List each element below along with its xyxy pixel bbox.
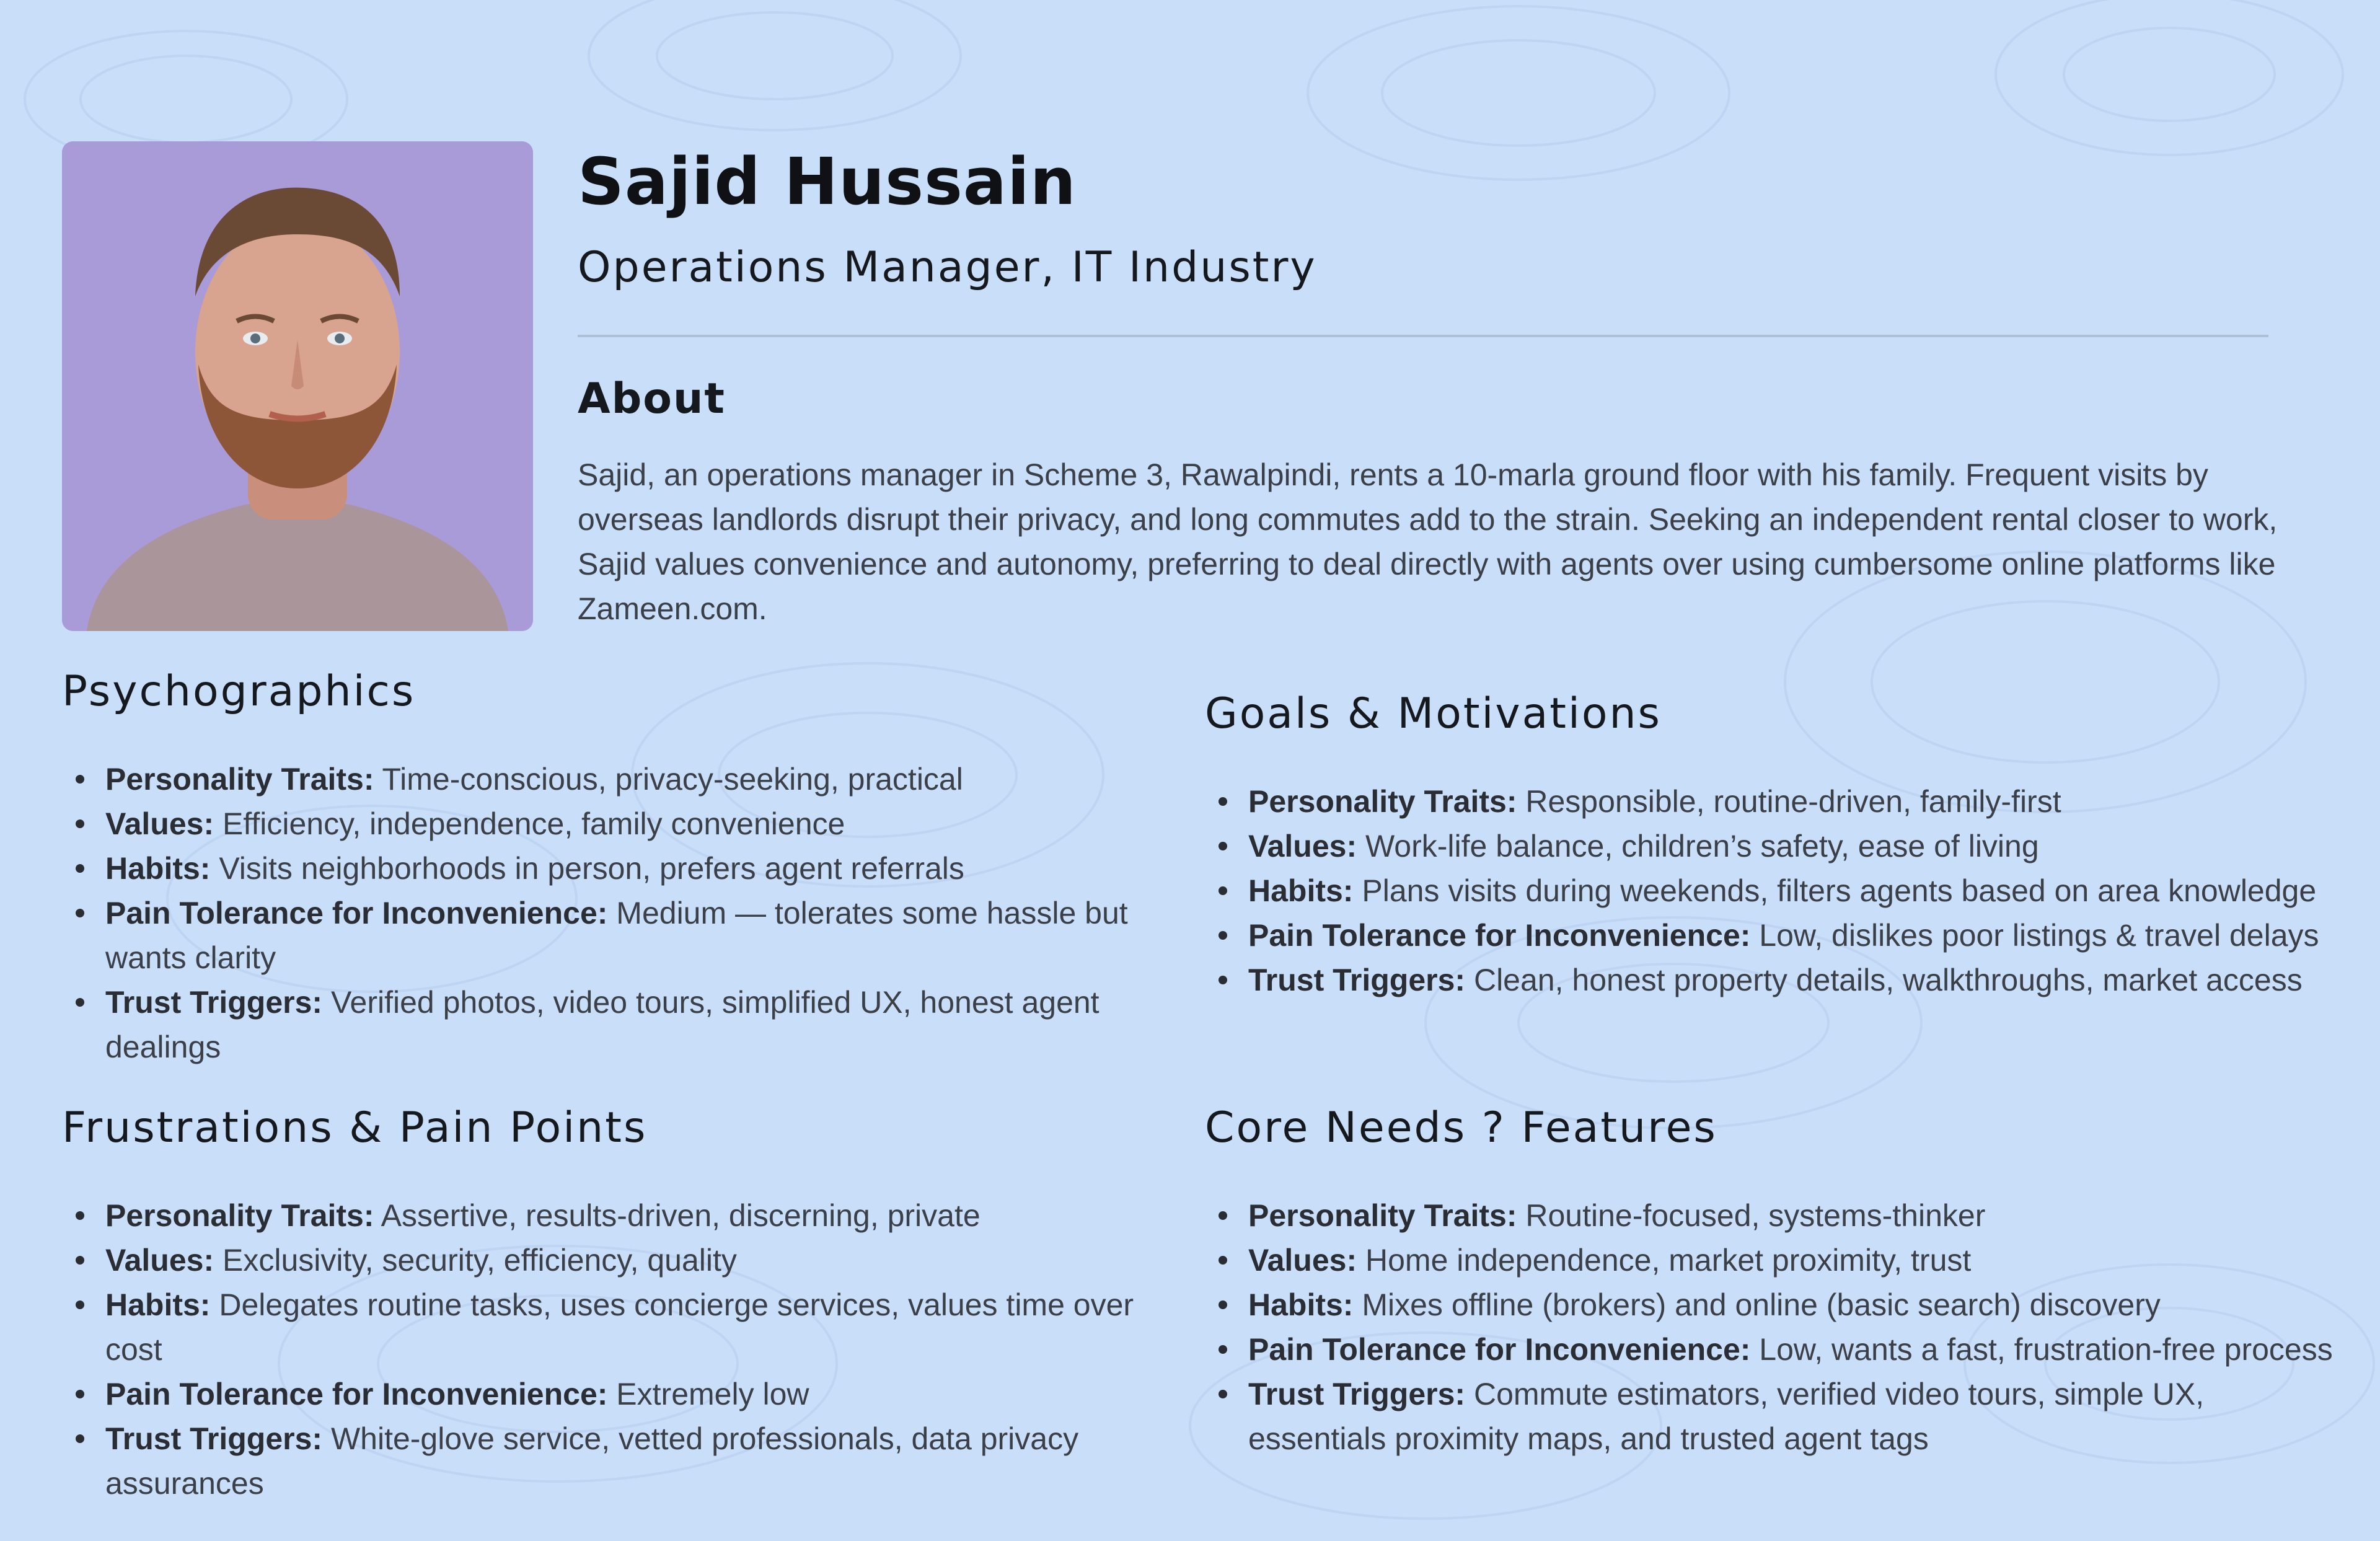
item-label: Trust Triggers:: [1248, 1377, 1466, 1411]
item-text: Exclusivity, security, efficiency, quality: [214, 1243, 737, 1278]
bullet-icon: [1219, 1211, 1227, 1220]
persona-name: Sajid Hussain: [578, 144, 1077, 219]
psychographics-list: [62, 757, 1190, 1069]
bullet-icon: [1219, 886, 1227, 895]
item-label: Trust Triggers:: [1248, 963, 1466, 997]
bullet-icon: [1219, 1345, 1227, 1354]
item-label: Values:: [105, 806, 214, 841]
list-item: [62, 891, 1190, 980]
goals-section: [1205, 689, 2339, 1002]
list-item: [62, 1416, 1190, 1506]
bullet-icon: [1219, 1300, 1227, 1309]
psychographics-section: [62, 667, 1190, 1069]
item-label: Habits:: [1248, 873, 1354, 908]
item-text: Clean, honest property details, walkthroughs, market access: [1465, 963, 2303, 997]
bullet-icon: [76, 998, 84, 1007]
item-text: Assertive, results-driven, discerning, private: [374, 1198, 981, 1233]
goals-list: [1205, 779, 2339, 1002]
item-text: Responsible, routine-driven, family-first: [1517, 784, 2061, 819]
list-item: [1205, 913, 2339, 958]
list-item: [1205, 868, 2339, 913]
item-label: Pain Tolerance for Inconvenience:: [1248, 1332, 1751, 1367]
bullet-icon: [76, 819, 84, 828]
goals-title: Goals & Motivations: [1205, 689, 1662, 738]
bullet-icon: [1219, 797, 1227, 806]
list-item: [1205, 958, 2339, 1002]
item-text: Routine-focused, systems-thinker: [1517, 1198, 1986, 1233]
item-text: Low, wants a fast, frustration-free process: [1750, 1332, 2333, 1367]
list-item: [62, 846, 1190, 891]
list-item: [1205, 1238, 2339, 1283]
list-item: [1205, 1327, 2339, 1372]
item-text: Home independence, market proximity, trust: [1357, 1243, 1972, 1278]
bullet-icon: [1219, 931, 1227, 940]
item-text: Work-life balance, children’s safety, ease of living: [1357, 829, 2039, 863]
item-text: Verified photos, video tours, simplified UX, honest agent dealings: [105, 985, 1100, 1064]
bullet-icon: [76, 1300, 84, 1309]
frustrations-title: Frustrations & Pain Points: [62, 1103, 648, 1152]
bullet-icon: [76, 1256, 84, 1265]
bullet-icon: [1219, 1256, 1227, 1265]
item-text: Extremely low: [607, 1377, 809, 1411]
list-item: [62, 1283, 1190, 1372]
list-item: [1205, 824, 2339, 868]
portrait-icon: [62, 141, 533, 631]
list-item: [1205, 1372, 2339, 1461]
item-label: Habits:: [105, 851, 211, 886]
item-label: Personality Traits:: [1248, 784, 1517, 819]
item-text: Delegates routine tasks, uses concierge services, values time over cost: [105, 1287, 1134, 1367]
core-needs-list: [1205, 1193, 2339, 1461]
item-label: Habits:: [105, 1287, 211, 1322]
item-label: Personality Traits:: [105, 762, 374, 797]
persona-role: Operations Manager, IT Industry: [578, 243, 1317, 292]
bullet-icon: [76, 909, 84, 917]
item-text: White-glove service, vetted professionals, data privacy assurances: [105, 1421, 1079, 1501]
item-label: Trust Triggers:: [105, 1421, 323, 1456]
bullet-icon: [76, 1211, 84, 1220]
item-text: Mixes offline (brokers) and online (basic search) discovery: [1353, 1287, 2161, 1322]
item-label: Values:: [105, 1243, 214, 1278]
item-text: Commute estimators, verified video tours, simple UX, essentials proximity maps, and trusted agent tags: [1248, 1377, 2205, 1456]
bullet-icon: [76, 864, 84, 873]
list-item: [62, 801, 1190, 846]
item-text: Efficiency, independence, family convenience: [214, 806, 845, 841]
item-text: Low, dislikes poor listings & travel delays: [1750, 918, 2319, 953]
portrait-photo: [62, 141, 533, 631]
item-label: Personality Traits:: [105, 1198, 374, 1233]
core-needs-title: Core Needs ? Features: [1205, 1103, 1717, 1152]
item-label: Values:: [1248, 1243, 1357, 1278]
list-item: [1205, 779, 2339, 824]
list-item: [62, 1372, 1190, 1416]
bullet-icon: [1219, 842, 1227, 850]
item-label: Pain Tolerance for Inconvenience:: [105, 1377, 608, 1411]
bullet-icon: [76, 775, 84, 784]
list-item: [62, 1193, 1190, 1238]
list-item: [1205, 1283, 2339, 1327]
frustrations-list: [62, 1193, 1190, 1506]
item-label: Habits:: [1248, 1287, 1354, 1322]
bullet-icon: [76, 1390, 84, 1398]
list-item: [62, 757, 1190, 801]
item-label: Personality Traits:: [1248, 1198, 1517, 1233]
core-needs-section: [1205, 1103, 2339, 1461]
list-item: [62, 980, 1190, 1069]
list-item: [1205, 1193, 2339, 1238]
item-text: Visits neighborhoods in person, prefers agent referrals: [210, 851, 964, 886]
item-text: Plans visits during weekends, filters agents based on area knowledge: [1353, 873, 2317, 908]
item-text: Time-conscious, privacy-seeking, practical: [374, 762, 963, 797]
item-label: Pain Tolerance for Inconvenience:: [1248, 918, 1751, 953]
item-text: Medium — tolerates some hassle but wants clarity: [105, 896, 1128, 975]
bullet-icon: [76, 1434, 84, 1443]
header-divider: [578, 335, 2268, 337]
item-label: Trust Triggers:: [105, 985, 323, 1020]
bullet-icon: [1219, 976, 1227, 984]
item-label: Pain Tolerance for Inconvenience:: [105, 896, 608, 930]
frustrations-section: [62, 1103, 1190, 1506]
psychographics-title: Psychographics: [62, 667, 416, 716]
about-text: Sajid, an operations manager in Scheme 3, Rawalpindi, rents a 10-marla ground floor with his family. Frequent visits by overseas landlords disrupt their privacy, and long commutes add to the strain. Seeking an independent rental closer to work, Sajid values convenience and autonomy, preferring to deal directly with agents over using cumbersome online platforms like Zameen.com.: [578, 457, 2278, 626]
bullet-icon: [1219, 1390, 1227, 1398]
item-label: Values:: [1248, 829, 1357, 863]
list-item: [62, 1238, 1190, 1283]
about-title: About: [578, 374, 726, 423]
